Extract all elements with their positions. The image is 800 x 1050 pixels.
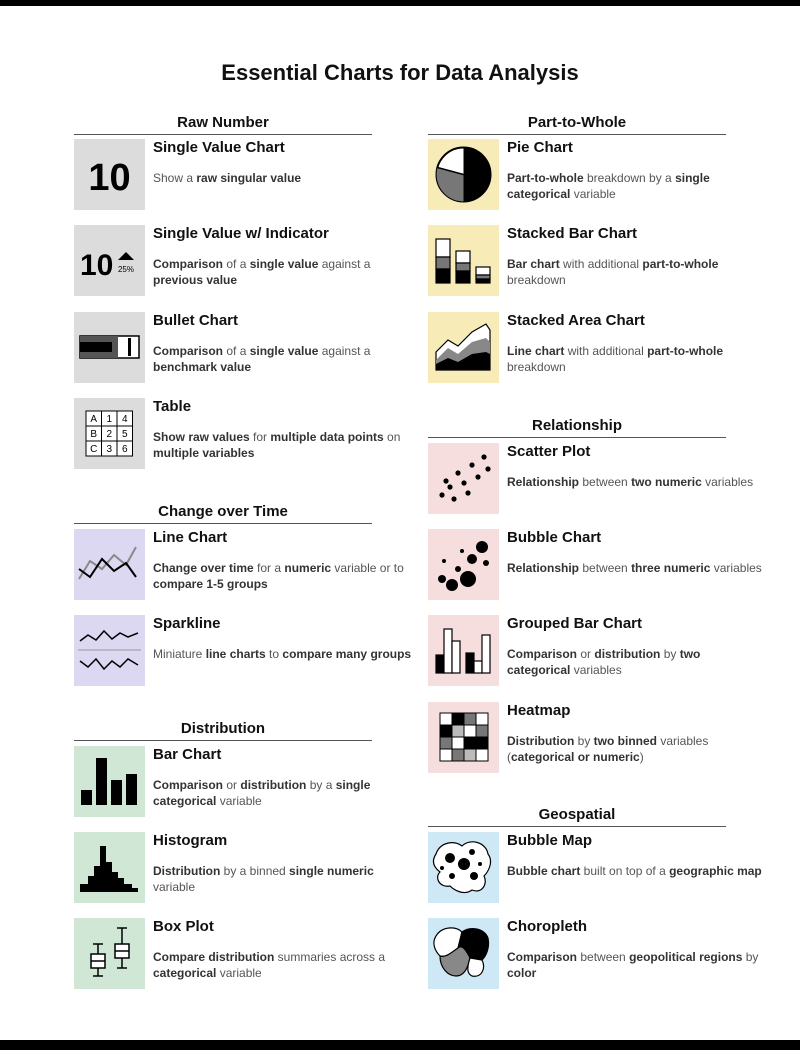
pie-chart-icon bbox=[428, 139, 499, 210]
page-title: Essential Charts for Data Analysis bbox=[221, 60, 579, 85]
card-description: Comparison or distribution by two categorical variables bbox=[507, 647, 701, 677]
sparkline-icon bbox=[74, 615, 145, 686]
card-title: Scatter Plot bbox=[507, 443, 591, 460]
chart-card-histogram bbox=[74, 832, 404, 904]
card-description: Comparison of a single value against a benchmark value bbox=[153, 344, 371, 374]
grouped-bar-icon bbox=[428, 615, 499, 686]
card-title: Pie Chart bbox=[507, 139, 573, 156]
card-title: Bullet Chart bbox=[153, 312, 239, 329]
card-title: Table bbox=[153, 398, 192, 415]
card-description: Part-to-whole breakdown by a single categorical variable bbox=[507, 171, 710, 201]
infographic-page bbox=[0, 6, 800, 1040]
table-cell: 3 bbox=[106, 444, 113, 455]
section-heading-raw-number: Raw Number bbox=[74, 114, 372, 135]
card-title: Single Value w/ Indicator bbox=[153, 225, 329, 242]
card-title: Box Plot bbox=[153, 918, 214, 935]
section-heading-relationship: Relationship bbox=[428, 417, 726, 438]
table-cell: 2 bbox=[106, 429, 113, 440]
chart-card-scatter bbox=[428, 443, 758, 515]
card-title: Histogram bbox=[153, 832, 228, 849]
table-cell: 5 bbox=[121, 429, 128, 440]
single-value-number: 10 bbox=[88, 157, 131, 199]
table-cell: A bbox=[90, 414, 98, 425]
chart-card-bubble-map bbox=[428, 832, 762, 904]
chart-card-grouped-bar bbox=[428, 615, 758, 687]
bubble-chart-icon bbox=[428, 529, 499, 600]
card-description: Bubble chart built on top of a geographic map bbox=[507, 864, 762, 878]
bullet-chart-icon bbox=[74, 312, 145, 383]
card-description: Comparison or distribution by a single categorical variable bbox=[153, 778, 371, 808]
indicator-number: 10 bbox=[80, 249, 114, 282]
card-title: Heatmap bbox=[507, 702, 571, 719]
chart-card-choropleth bbox=[428, 918, 758, 990]
single-value-indicator-thumbnail bbox=[74, 225, 145, 296]
card-description: Change over time for a numeric variable or to compare 1-5 groups bbox=[153, 561, 404, 591]
table-cell: C bbox=[90, 444, 98, 455]
card-title: Choropleth bbox=[507, 918, 587, 935]
card-description: Distribution by a binned single numeric variable bbox=[153, 864, 374, 894]
stacked-bar-icon bbox=[428, 225, 499, 296]
card-title: Bar Chart bbox=[153, 746, 222, 763]
up-arrow-icon bbox=[118, 252, 134, 260]
card-title: Line Chart bbox=[153, 529, 228, 546]
card-description: Line chart with additional part-to-whole breakdown bbox=[507, 344, 724, 374]
card-title: Bubble Map bbox=[507, 832, 592, 849]
section-heading-change-over-time: Change over Time bbox=[74, 503, 372, 524]
card-title: Stacked Area Chart bbox=[507, 312, 645, 329]
bar-chart-icon bbox=[74, 746, 145, 817]
chart-card-pie bbox=[428, 139, 758, 211]
card-title: Grouped Bar Chart bbox=[507, 615, 643, 632]
chart-card-table bbox=[74, 398, 404, 470]
chart-card-bubble bbox=[428, 529, 762, 601]
card-title: Stacked Bar Chart bbox=[507, 225, 638, 242]
table-cell: 6 bbox=[121, 444, 128, 455]
line-chart-icon bbox=[74, 529, 145, 600]
card-description: Comparison between geopolitical regions by color bbox=[507, 950, 759, 980]
card-description: Comparison of a single value against a previous value bbox=[153, 257, 371, 287]
card-description: Bar chart with additional part-to-whole breakdown bbox=[507, 257, 719, 287]
table-cell: B bbox=[90, 429, 98, 440]
bubble-map-icon bbox=[428, 832, 499, 903]
chart-card-single-value-indicator bbox=[74, 225, 404, 297]
chart-card-sparkline bbox=[74, 615, 412, 687]
section-heading-part-to-whole: Part-to-Whole bbox=[428, 114, 726, 135]
card-description: Relationship between two numeric variables bbox=[507, 475, 754, 489]
card-title: Bubble Chart bbox=[507, 529, 602, 546]
card-title: Sparkline bbox=[153, 615, 221, 632]
chart-card-bar bbox=[74, 746, 404, 818]
single-value-thumbnail bbox=[74, 139, 145, 210]
chart-card-stacked-area bbox=[428, 312, 758, 384]
heatmap-icon bbox=[428, 702, 499, 773]
card-description: Show a raw singular value bbox=[153, 171, 302, 185]
scatter-plot-icon bbox=[428, 443, 499, 514]
chart-card-bullet bbox=[74, 312, 404, 384]
card-description: Relationship between three numeric variables bbox=[507, 561, 762, 575]
chart-card-heatmap bbox=[428, 702, 758, 774]
table-thumbnail bbox=[74, 398, 145, 469]
table-cell: 1 bbox=[106, 414, 113, 425]
section-heading-geospatial: Geospatial bbox=[428, 806, 726, 827]
card-title: Single Value Chart bbox=[153, 139, 285, 156]
chart-card-single-value bbox=[74, 139, 404, 211]
chart-card-stacked-bar bbox=[428, 225, 758, 297]
card-description: Compare distribution summaries across a categorical variable bbox=[153, 950, 386, 980]
card-description: Distribution by two binned variables (categorical or numeric) bbox=[507, 734, 709, 764]
choropleth-map-icon bbox=[428, 918, 499, 989]
box-plot-icon bbox=[74, 918, 145, 989]
chart-card-line bbox=[74, 529, 404, 601]
stacked-area-icon bbox=[428, 312, 499, 383]
section-heading-distribution: Distribution bbox=[74, 720, 372, 741]
indicator-percent: 25% bbox=[117, 265, 135, 274]
histogram-icon bbox=[74, 832, 145, 903]
table-cell: 4 bbox=[121, 414, 128, 425]
chart-card-box bbox=[74, 918, 404, 990]
card-description: Show raw values for multiple data points on multiple variables bbox=[153, 430, 401, 460]
card-description: Miniature line charts to compare many groups bbox=[153, 647, 412, 661]
